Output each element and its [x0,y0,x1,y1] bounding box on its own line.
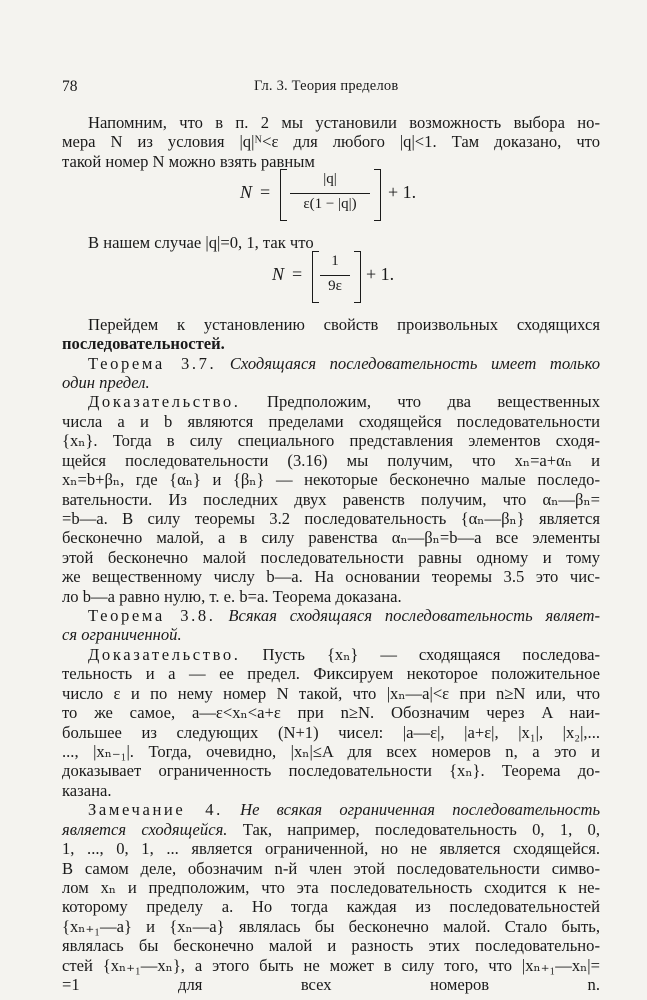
theorem-3-7-heading: Теорема 3.7. [88,353,217,373]
remark-4-line-3: 1, ..., 0, 1, ... является ограниченной, но не является сходящейся. [62,839,600,859]
formula-2-lhs: N [272,263,285,284]
remark-4-statement-end: является сходящейся. [62,819,228,839]
proof-1-line-7: =b—a. В силу теоремы 3.2 последовательность {αₙ—βₙ} является [62,508,600,528]
formula-2-numerator: 1 [331,252,339,269]
remark-4-line-7: {xₙ₊₁—a} и {xₙ—a} являлась бы бесконечно малой. Стало быть, [62,916,600,936]
remark-4-line-5: лом xₙ и предположим, что эта последовательность сходится к не- [62,877,600,897]
formula-1-tail: + 1. [388,182,417,203]
formula-1-eq: = [260,182,271,203]
proof-1-line-2: числа a и b являются пределами сходящейся последовательности [62,411,600,431]
page-number: 78 [62,78,78,95]
proof-1-line-8: бесконечно малой, а в силу равенства αₙ—βₙ=b—a все элементы [62,528,600,548]
remark-4-statement: Не всякая ограниченная последовательность [240,800,600,820]
proof-1-line-1 [88,392,600,413]
theorem-3-7-line-1 [88,354,600,375]
proof-2-line-1-text: Пусть {xₙ} — сходящаяся последова- [262,644,600,664]
p1-line-3: такой номер N можно взять равным [62,151,315,171]
proof-2-heading: Доказательство. [88,644,241,664]
remark-4-line-2-text: Так, например, последовательность 0, 1, 0, [242,819,600,839]
p3-line-1: Перейдем к установлению свойств произвольных сходящихся [88,314,600,334]
theorem-3-8-statement: Всякая сходящаяся последовательность являет- [228,606,600,625]
proof-2-line-4: то же самое, a—ε<xₙ<a+ε при n≥N. Обозначим через A наи- [62,703,600,723]
proof-1-line-10: же вещественному числу b—a. На основании теоремы 3.5 это чис- [62,567,600,587]
remark-4-line-1 [88,800,600,821]
running-head: Гл. 3. Теория пределов [254,78,399,94]
p1-line-2: мера N из условия |q|ᴺ<ε для любого |q|<1. Там доказано, что [62,132,600,152]
p3-line-2: последовательностей. [62,334,225,354]
remark-4-line-2 [62,820,600,841]
proof-1-line-4: щейся последовательности (3.16) мы получим, что xₙ=a+αₙ и [62,450,600,470]
p2-line-1: В нашем случае |q|=0, 1, так что [88,233,314,253]
proof-2-line-8: казана. [62,780,112,800]
proof-2-line-2: тельность и a — ее предел. Фиксируем некоторое положительное [62,664,600,684]
formula-1-right-bracket [374,169,381,221]
remark-4-line-9: стей {xₙ₊₁—xₙ}, а этого быть не может в силу того, что |xₙ₊₁—xₙ|= [62,955,600,975]
formula-1-fraction-bar [290,193,370,194]
formula-2-eq: = [292,263,303,284]
proof-2-line-5: большее из следующих (N+1) чисел: |a—ε|, |a+ε|, |x₁|, |x₂|,... [62,722,600,742]
formula-2-right-bracket [354,251,361,303]
proof-1-heading: Доказательство. [88,392,241,412]
theorem-3-7-statement: Сходящаяся последовательность имеет только [229,353,601,373]
theorem-3-8-line-1 [88,606,600,627]
proof-1-line-1-text: Предположим, что два вещественных [266,392,600,412]
formula-2-denominator: 9ε [328,277,342,294]
formula-2-fraction-bar [320,275,350,276]
formula-2 [272,251,402,303]
proof-1-line-6: вательности. Из последних двух равенств получим, что αₙ—βₙ= [62,489,600,509]
proof-1-line-9: этой бесконечно малой последовательности равны одному и тому [62,547,600,567]
formula-1 [240,169,430,221]
proof-1-line-11: ло b—a равно нулю, т. е. b=a. Теорема доказана. [62,586,402,606]
p1-line-1: Напомним, что в п. 2 мы установили возможность выбора но- [88,113,600,132]
remark-4-line-10: =1 для всех номеров n. [62,975,600,994]
proof-1-line-3: {xₙ}. Тогда в силу специального представления элементов сходя- [62,431,600,451]
formula-1-denominator: ε(1 − |q|) [303,196,357,213]
proof-2-line-7: доказывает ограниченность последовательности {xₙ}. Теорема до- [62,761,600,781]
formula-1-left-bracket [280,169,287,221]
proof-2-line-1 [88,645,600,666]
formula-1-numerator: |q| [323,171,337,188]
remark-4-line-6: которому пределу a. Но тогда каждая из последовательностей [62,897,600,917]
theorem-3-8-heading: Теорема 3.8. [88,606,216,625]
proof-2-line-6: ..., |xₙ₋₁|. Тогда, очевидно, |xₙ|≤A для всех номеров n, а это и [62,741,600,761]
page-header [62,78,599,98]
remark-4-heading: Замечание 4. [88,800,223,820]
remark-4-line-8: являлась бы бесконечно малой и разность этих последовательно- [62,936,600,956]
proof-2-line-3: число ε и по нему номер N такой, что |xₙ—a|<ε при n≥N или, что [62,683,600,703]
remark-4-line-4: В самом деле, обозначим n-й член этой последовательности симво- [62,858,600,878]
theorem-3-8-line-2: ся ограниченной. [62,625,182,645]
formula-2-tail: + 1. [366,263,395,284]
proof-1-line-5: xₙ=b+βₙ, где {αₙ} и {βₙ} — некоторые бесконечно малые последо- [62,470,600,490]
formula-1-lhs: N [240,182,253,203]
theorem-3-7-line-2: один предел. [62,372,150,392]
